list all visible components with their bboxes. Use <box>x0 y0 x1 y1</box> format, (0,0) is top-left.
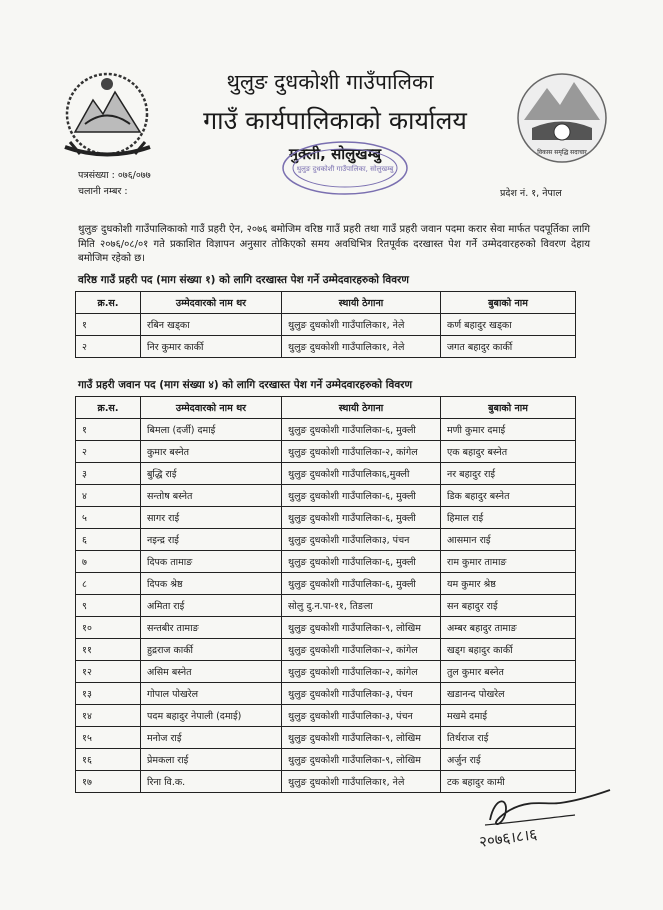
table-cell: २ <box>76 441 141 463</box>
column-header: क्र.स. <box>76 292 141 314</box>
table-cell: १२ <box>76 661 141 683</box>
table-cell: नइन्द्र राई <box>141 529 282 551</box>
table-header-row <box>76 292 576 314</box>
municipality-name: थुलुङ दुधकोशी गाउँपालिका <box>226 70 434 94</box>
dispatch-number: चलानी नम्बर : <box>78 186 128 197</box>
office-title: गाउँ कार्यपालिकाको कार्यालय <box>203 106 467 135</box>
table-cell: बिमला (दर्जी) दमाई <box>141 419 282 441</box>
table-cell: हिमाल राई <box>441 507 576 529</box>
table-cell: मणी कुमार दमाई <box>441 419 576 441</box>
column-header: उम्मेदवारको नाम थर <box>141 397 282 419</box>
table-cell: दिपक श्रेष्ठ <box>141 573 282 595</box>
office-location: मुक्ली, सोलुखम्बु <box>288 145 382 163</box>
table-cell: सन बहादुर राई <box>441 595 576 617</box>
table-cell: ९ <box>76 595 141 617</box>
police-constable-table <box>75 396 576 793</box>
table-row <box>76 683 576 705</box>
table-cell: ४ <box>76 485 141 507</box>
table-cell: आसमान राई <box>441 529 576 551</box>
table-cell: थुलुङ दुधकोशी गाउँपालिका-२, कांगेल <box>282 441 441 463</box>
letter-number: पत्रसंख्या : ०७६/०७७ <box>78 170 151 181</box>
table-row <box>76 463 576 485</box>
table-cell: ६ <box>76 529 141 551</box>
table-cell: १७ <box>76 771 141 793</box>
table-cell: १ <box>76 419 141 441</box>
table-cell: सोलु दु.न.पा-११, तिङला <box>282 595 441 617</box>
table-cell: रबिन खड्का <box>141 314 282 336</box>
table-cell: थुलुङ दुधकोशी गाउँपालिका-३, पंचन <box>282 705 441 727</box>
logo-text: विकास समृद्धि सदाचार <box>537 149 587 156</box>
table-row <box>76 617 576 639</box>
table-row <box>76 705 576 727</box>
table-cell: १४ <box>76 705 141 727</box>
table-cell: ५ <box>76 507 141 529</box>
table-cell: यम कुमार श्रेष्ठ <box>441 573 576 595</box>
province-label: प्रदेश नं. १, नेपाल <box>500 188 562 199</box>
column-header: बुबाको नाम <box>441 397 576 419</box>
table-cell: नर बहादुर राई <box>441 463 576 485</box>
table-cell: थुलुङ दुधकोशी गाउँपालिका६,मुक्ली <box>282 463 441 485</box>
table-row <box>76 314 576 336</box>
table-cell: थुलुङ दुधकोशी गाउँपालिका१, नेले <box>282 771 441 793</box>
table-cell: एक बहादुर बस्नेत <box>441 441 576 463</box>
table-cell: कर्ण बहादुर खड्का <box>441 314 576 336</box>
column-header: स्थायी ठेगाना <box>282 397 441 419</box>
table-cell: बुद्धि राई <box>141 463 282 485</box>
table-cell: प्रेमकला राई <box>141 749 282 771</box>
table-row <box>76 551 576 573</box>
table-cell: १६ <box>76 749 141 771</box>
table-cell: ३ <box>76 463 141 485</box>
table-cell: असिम बस्नेत <box>141 661 282 683</box>
table-cell: कुमार बस्नेत <box>141 441 282 463</box>
table-row <box>76 573 576 595</box>
table-row <box>76 595 576 617</box>
table-cell: ११ <box>76 639 141 661</box>
table-cell: थुलुङ दुधकोशी गाउँपालिका-९, लोखिम <box>282 727 441 749</box>
column-header: स्थायी ठेगाना <box>282 292 441 314</box>
table-cell: दिपक तामाङ <box>141 551 282 573</box>
table-cell: थुलुङ दुधकोशी गाउँपालिका-२, कांगेल <box>282 661 441 683</box>
table-cell: हुद्रराज कार्की <box>141 639 282 661</box>
table-cell: मखमे दमाई <box>441 705 576 727</box>
table-cell: डिक बहादुर बस्नेत <box>441 485 576 507</box>
table-cell: निर कुमार कार्की <box>141 336 282 358</box>
table-cell: थुलुङ दुधकोशी गाउँपालिका-२, कांगेल <box>282 639 441 661</box>
table-cell: थुलुङ दुधकोशी गाउँपालिका-६, मुक्ली <box>282 419 441 441</box>
table-cell: थुलुङ दुधकोशी गाउँपालिका-६, मुक्ली <box>282 551 441 573</box>
table-cell: गोपाल पोखरेल <box>141 683 282 705</box>
table-cell: टक बहादुर कामी <box>441 771 576 793</box>
column-header: उम्मेदवारको नाम थर <box>141 292 282 314</box>
table-row <box>76 727 576 749</box>
table-cell: सन्तोष बस्नेत <box>141 485 282 507</box>
intro-paragraph: थुलुङ दुधकोशी गाउँपालिकाको गाउँ प्रहरी ऐन, २०७६ बमोजिम वरिष्ठ गाउँ प्रहरी तथा गाउँ प्रहरी जवान पदमा करार सेवा मार्फत पदपूर्तिका लागि मिति २०७६/०८/०१ गते प्रकाशित विज्ञापन अनुसार तोकिएको समय अवधिभित्र रितपूर्वक दरखास्त पेश गर्ने उम्मेदवारहरुको विवरण देहाय बमोजिम रहेको छ। <box>78 224 590 264</box>
table-cell: थुलुङ दुधकोशी गाउँपालिका-३, पंचन <box>282 683 441 705</box>
table-row <box>76 529 576 551</box>
table-cell: जगत बहादुर कार्की <box>441 336 576 358</box>
table-cell: थुलुङ दुधकोशी गाउँपालिका३, पंचन <box>282 529 441 551</box>
table-row <box>76 419 576 441</box>
table-cell: रिना वि.क. <box>141 771 282 793</box>
table-cell: थुलुङ दुधकोशी गाउँपालिका-९, लोखिम <box>282 617 441 639</box>
section2-title: गाउँ प्रहरी जवान पद (माग संख्या ४) को लागि दरखास्त पेश गर्ने उम्मेदवारहरुको विवरण <box>78 379 413 391</box>
table-row <box>76 441 576 463</box>
table-cell: पदम बहादुर नेपाली (दमाई) <box>141 705 282 727</box>
section1-title: वरिष्ठ गाउँ प्रहरी पद (माग संख्या १) को लागि दरखास्त पेश गर्ने उम्मेदवारहरुको विवरण <box>78 274 409 286</box>
column-header: बुबाको नाम <box>441 292 576 314</box>
table-row <box>76 639 576 661</box>
table-row <box>76 336 576 358</box>
table-cell: मनोज राई <box>141 727 282 749</box>
table-cell: थुलुङ दुधकोशी गाउँपालिका१, नेले <box>282 336 441 358</box>
table-cell: थुलुङ दुधकोशी गाउँपालिका-६, मुक्ली <box>282 485 441 507</box>
table-cell: ७ <box>76 551 141 573</box>
table-cell: ८ <box>76 573 141 595</box>
table-cell: थुलुङ दुधकोशी गाउँपालिका१, नेले <box>282 314 441 336</box>
senior-police-table <box>75 291 576 358</box>
table-cell: अम्बर बहादुर तामाङ <box>441 617 576 639</box>
office-stamp-icon <box>275 138 415 200</box>
table-cell: १५ <box>76 727 141 749</box>
stamp-text: थुलुङ दुधकोशी गाउँपालिका, सोलुखम्बु <box>296 165 394 173</box>
table-cell: १० <box>76 617 141 639</box>
table-cell: अर्जुन राई <box>441 749 576 771</box>
table-cell: १३ <box>76 683 141 705</box>
signature-date: २०७६।८।६ <box>478 825 539 851</box>
table-row <box>76 507 576 529</box>
table-cell: थुलुङ दुधकोशी गाउँपालिका-९, लोखिम <box>282 749 441 771</box>
table-cell: तिर्थराज राई <box>441 727 576 749</box>
table-cell: तुल कुमार बस्नेत <box>441 661 576 683</box>
table-cell: सागर राई <box>141 507 282 529</box>
table-cell: राम कुमार तामाङ <box>441 551 576 573</box>
table-cell: अमिता राई <box>141 595 282 617</box>
table-cell: १ <box>76 314 141 336</box>
table-cell: खड्ग बहादुर कार्की <box>441 639 576 661</box>
signature-icon <box>450 785 620 860</box>
table-cell: २ <box>76 336 141 358</box>
table-row <box>76 749 576 771</box>
table-cell: थुलुङ दुधकोशी गाउँपालिका-६, मुक्ली <box>282 573 441 595</box>
table-row <box>76 661 576 683</box>
column-header: क्र.स. <box>76 397 141 419</box>
table-header-row <box>76 397 576 419</box>
table-row <box>76 485 576 507</box>
table-cell: थुलुङ दुधकोशी गाउँपालिका-६, मुक्ली <box>282 507 441 529</box>
table-cell: सन्तबीर तामाङ <box>141 617 282 639</box>
table-cell: खडानन्द पोखरेल <box>441 683 576 705</box>
